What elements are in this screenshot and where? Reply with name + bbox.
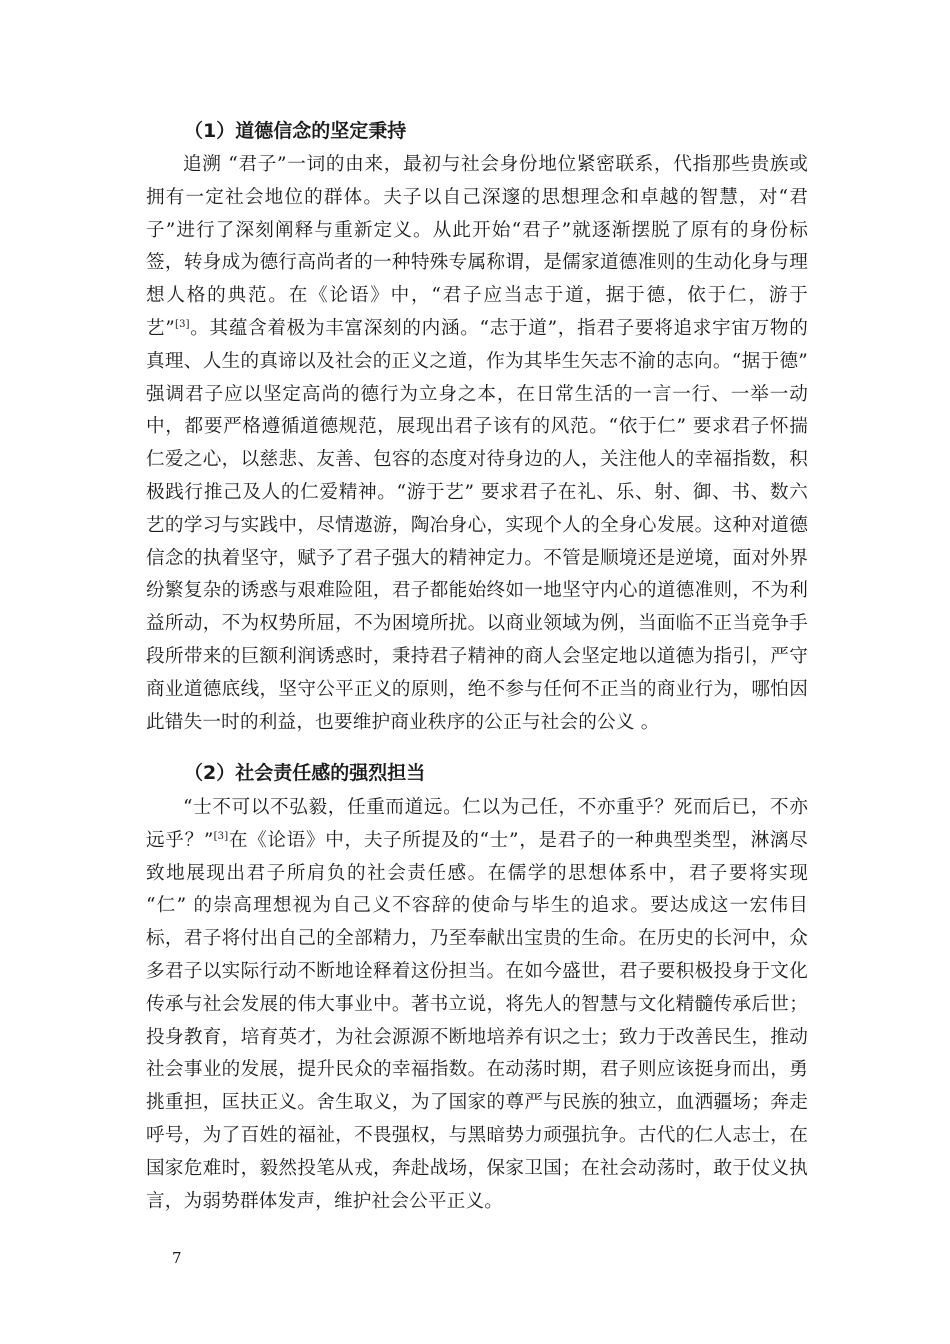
- citation-marker: [3]: [213, 830, 229, 842]
- paragraph-text: 追溯 “君子”一词的由来，最初与社会身份地位紧密联系，代指那些贵族或拥有一定社会地位的群体。夫子以自己深邃的思想理念和卓越的智慧，对“君子”进行了深刻阐释与重新定义。从此开始“君子”就逐渐摆脱了原有的身份标签，转身成为德行高尚者的一种特殊专属称谓，是儒家道德准则的生动化身与理想人格的典范。在《论语》中，“君子应当志于道，据于德，依于仁，游于艺”: [146, 154, 808, 339]
- section-heading-social-responsibility: （2）社会责任感的强烈担当: [184, 762, 426, 784]
- paragraph-text: “士不可以不弘毅，任重而道远。仁以为己任，不亦重乎？死而后已，不亦远乎？”: [146, 797, 808, 851]
- paragraph-text: 。其蕴含着极为丰富深刻的内涵。“志于道”，指君子要将追求宇宙万物的真理、人生的真谛以及社会的正义之道，作为其毕生矢志不渝的志向。“据于德” 强调君子应以坚定高尚的德行为立身之本，在日常生活的一言一行、一举一动中，都要严格遵循道德规范，展现出君子该有的风范。“依于仁” 要求君子怀揣仁爱之心，以慈悲、友善、包容的态度对待身边的人，关注他人的幸福指数，积极践行推己及人的仁爱精神。“游于艺” 要求君子在礼、乐、射、御、书、数六艺的学习与实践中，尽情遨游，陶冶身心，实现个人的全身心发展。这种对道德信念的执着坚守，赋予了君子强大的精神定力。不管是顺境还是逆境，面对外界纷繁复杂的诱惑与艰难险阻，君子都能始终如一地坚守内心的道德准则，不为利益所动，不为权势所屈，不为困境所扰。以商业领域为例，当面临不正当竞争手段所带来的巨额利润诱惑时，秉持君子精神的商人会坚定地以道德为指引，严守商业道德底线，坚守公平正义的原则，绝不参与任何不正当的商业行为，哪怕因此错失一时的利益，也要维护商业秩序的公正与社会的公义 。: [146, 317, 808, 733]
- citation-marker: [3]: [175, 318, 190, 330]
- section-heading-moral-belief: （1）道德信念的坚定秉持: [184, 120, 407, 142]
- paragraph-text: 在《论语》中，夫子所提及的“士”，是君子的一种典型类型，淋漓尽致地展现出君子所肩负的社会责任感。在儒学的思想体系中，君子要将实现 “仁” 的崇高理想视为自己义不容辞的使命与毕生的追求。要达成这一宏伟目标，君子将付出自己的全部精力，乃至奉献出宝贵的生命。在历史的长河中，众多君子以实际行动不断地诠释着这份担当。在如今盛世，君子要积极投身于文化传承与社会发展的伟大事业中。著书立说，将先人的智慧与文化精髓传承后世；投身教育，培育英才，为社会源源不断地培养有识之士；致力于改善民生，推动社会事业的发展，提升民众的幸福指数。在动荡时期，君子则应该挺身而出，勇挑重担，匡扶正义。舍生取义，为了国家的尊严与民族的独立，血洒疆场；奔走呼号，为了百姓的福祉，不畏强权，与黑暗势力顽强抗争。古代的仁人志士，在国家危难时，毅然投笔从戎，奔赴战场，保家卫国；在社会动荡时，敢于仗义执言，为弱势群体发声，维护社会公平正义。: [146, 829, 808, 1212]
- paragraph-social-responsibility: [146, 792, 808, 1218]
- paragraph-moral-belief: [146, 149, 808, 739]
- page-number: 7: [172, 1249, 182, 1267]
